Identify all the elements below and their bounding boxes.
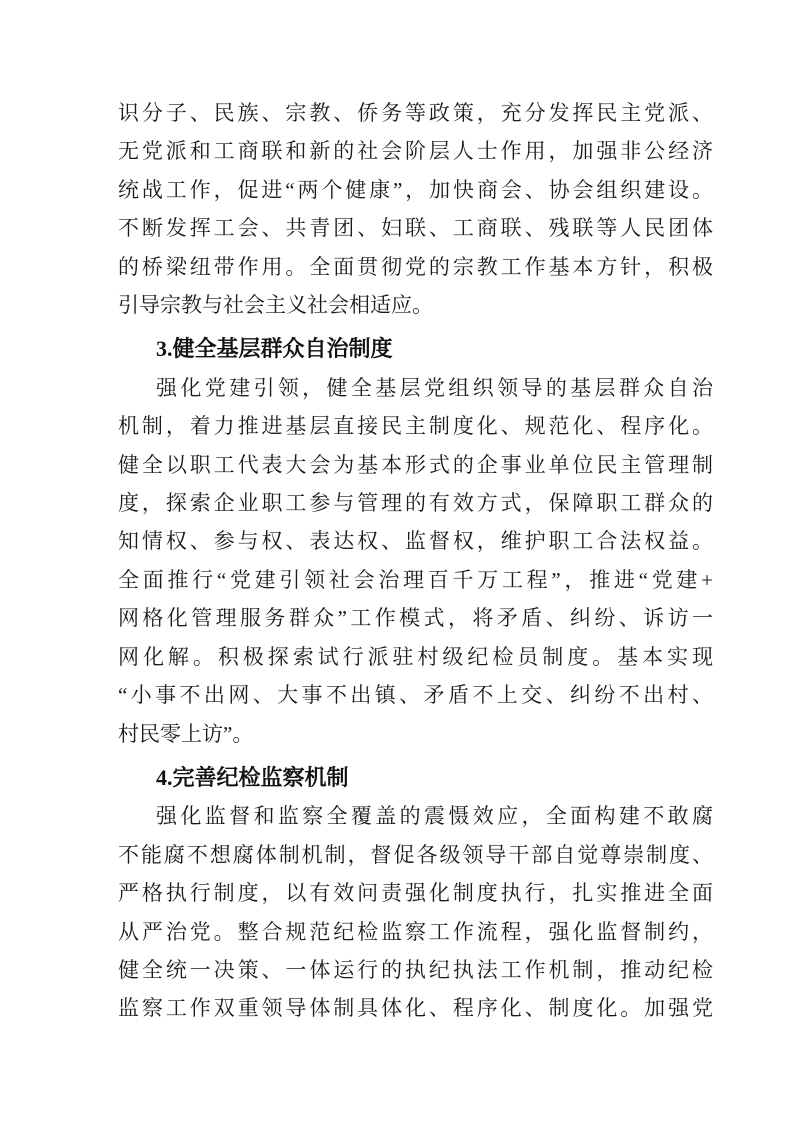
text-line: 的桥梁纽带作用。全面贯彻党的宗教工作基本方针，积极 [118,254,713,279]
text-line: 强化党建引领，健全基层党组织领导的基层群众自治 [156,375,713,400]
text-line: 从严治党。整合规范纪检监察工作流程，强化监督制约， [118,919,713,944]
text-line: 无党派和工商联和新的社会阶层人士作用，加强非公经济 [118,139,713,164]
text-line: “小事不出网、大事不出镇、矛盾不上交、纠纷不出村、 [118,683,713,708]
text-line: 知情权、参与权、表达权、监督权，维护职工合法权益。 [118,529,713,554]
document-body [118,94,713,1028]
text-line: 严格执行制度，以有效问责强化制度执行，扎实推进全面 [118,881,713,906]
text-line: 度，探索企业职工参与管理的有效方式，保障职工群众的 [118,491,713,516]
section-heading-3: 3.健全基层群众自治制度 [156,336,393,362]
text-line: 识分子、民族、宗教、侨务等政策，充分发挥民主党派、 [118,101,713,125]
paragraph-discipline-inspection [118,797,713,1027]
text-line: 全面推行“党建引领社会治理百千万工程”，推进“党建+ [118,567,713,592]
text-line: 不能腐不想腐体制机制，督促各级领导干部自觉尊崇制度、 [118,842,713,867]
paragraph-grassroots-self-governance [118,369,713,753]
text-line: 网格化管理服务群众”工作模式，将矛盾、纠纷、诉访一 [118,606,713,631]
text-line: 健全统一决策、一体运行的执纪执法工作机制，推动纪检 [118,957,713,982]
text-line: 机制，着力推进基层直接民主制度化、规范化、程序化。 [118,414,713,439]
paragraph-united-front [118,94,713,324]
section-heading-4: 4.完善纪检监察机制 [156,764,349,790]
text-line: 引导宗教与社会主义社会相适应。 [118,293,433,318]
text-line: 健全以职工代表大会为基本形式的企事业单位民主管理制 [118,452,713,477]
text-line: 村民零上访”。 [118,721,254,746]
text-line: 强化监督和监察全覆盖的震慑效应，全面构建不敢腐 [156,804,713,829]
text-line: 监察工作双重领导体制具体化、程序化、制度化。加强党 [118,996,713,1021]
text-line: 统战工作，促进“两个健康”，加快商会、协会组织建设。 [118,177,713,202]
text-line: 网化解。积极探索试行派驻村级纪检员制度。基本实现 [118,644,713,669]
text-line: 不断发挥工会、共青团、妇联、工商联、残联等人民团体 [118,216,713,241]
